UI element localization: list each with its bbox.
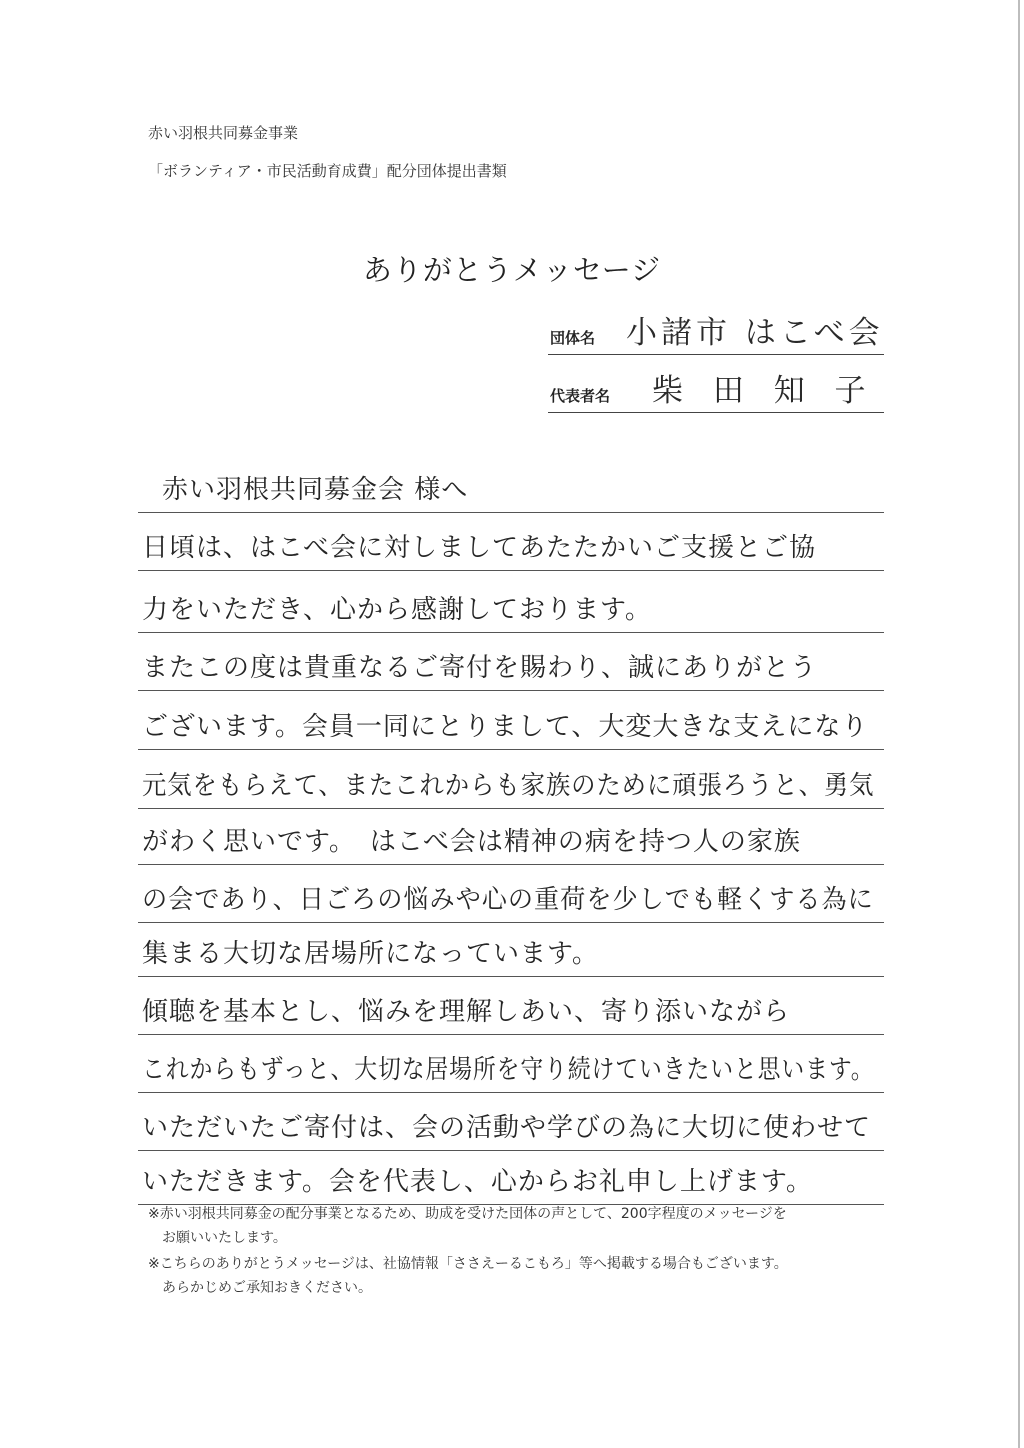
group-name-label: 団体名 [550,329,596,347]
representative-value: 柴 田 知 子 [652,373,876,409]
message-line [138,810,884,865]
group-name-field [548,312,884,355]
document-category: 「ボランティア・市民活動育成費」配分団体提出書類 [148,162,507,180]
message-line-text: 赤い羽根共同募金会 様へ [162,475,469,505]
note-2-line-2: あらかじめご承知おきください。 [162,1280,372,1296]
note-2-line-1: ※こちらのありがとうメッセージは、社協情報「ささえーるこもろ」等へ掲載する場合もございます。 [148,1256,788,1272]
note-1-line-2: お願いいたします。 [162,1230,287,1246]
message-line [138,922,884,977]
message-line-text: の会であり、日ごろの悩みや心の重荷を少しでも軽くする為に [142,885,874,915]
message-line-text: 日頃は、はこべ会に対しましてあたたかいご支援とご協 [142,533,816,563]
note-1-line-1: ※赤い羽根共同募金の配分事業となるため、助成を受けた団体の声として、200字程度のメッセージを [148,1206,787,1222]
message-line [138,458,884,513]
message-line-text: いただいたご寄付は、会の活動や学びの為に大切に使わせて [142,1113,872,1143]
message-line [138,1038,884,1093]
message-line [138,636,884,691]
message-line [138,516,884,571]
program-name: 赤い羽根共同募金事業 [148,124,299,142]
message-line-text: 傾聴を基本とし、悩みを理解しあい、寄り添いながら [142,997,791,1027]
message-line [138,868,884,923]
message-line [138,1150,884,1205]
message-line-text: いただきます。会を代表し、心からお礼申し上げます。 [142,1167,813,1197]
message-line-text: ございます。会員一同にとりまして、大変大きな支えになり [142,712,869,742]
representative-field [548,370,884,413]
message-line-text: 力をいただき、心から感謝しております。 [142,595,652,625]
message-line [138,980,884,1035]
representative-label: 代表者名 [550,387,611,405]
message-line-text: これからもずっと、大切な居場所を守り続けていきたいと思います。 [142,1055,875,1085]
message-line [138,578,884,633]
message-line-text: 元気をもらえて、またこれからも家族のために頑張ろうと、勇気 [142,771,875,801]
message-line-text: またこの度は貴重なるご寄付を賜わり、誠にありがとう [142,653,818,683]
message-line-text: 集まる大切な居場所になっています。 [142,939,599,969]
message-line [138,1096,884,1151]
group-name-value: 小諸市 はこべ会 [626,315,884,351]
message-line-text: がわく思いです。 はこべ会は精神の病を持つ人の家族 [142,827,801,857]
page-title: ありがとうメッセージ [362,253,662,287]
page-edge [1018,0,1020,1448]
message-line [138,754,884,809]
message-line [138,695,884,750]
